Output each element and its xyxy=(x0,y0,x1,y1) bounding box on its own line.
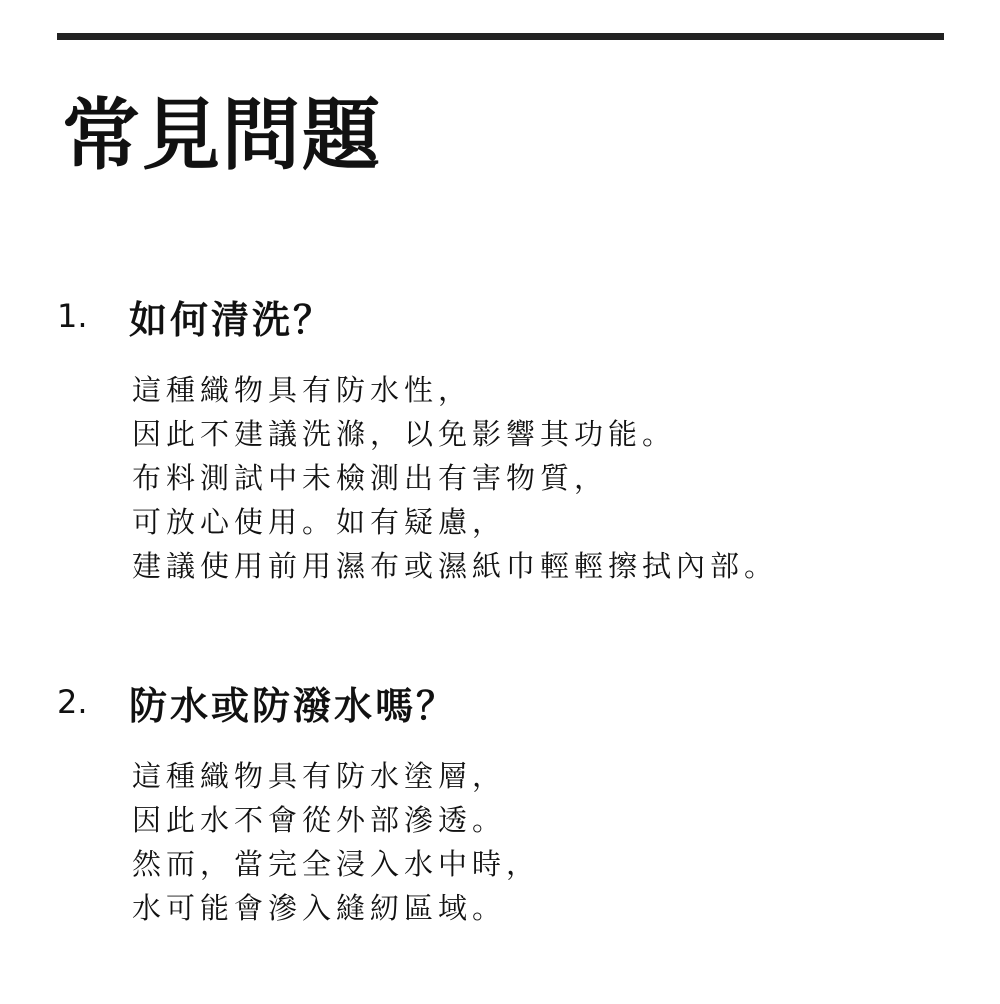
faq-item-1 xyxy=(57,290,957,588)
answer-line: 這種織物具有防水塗層， xyxy=(132,759,507,793)
page-title: 常見問題 xyxy=(62,91,383,181)
answer-line: 這種織物具有防水性， xyxy=(132,373,473,407)
faq-question-1 xyxy=(57,290,957,342)
faq-number: 2. xyxy=(57,683,88,721)
answer-line: 可放心使用。如有疑慮， xyxy=(132,505,507,539)
answer-line: 建議使用前用濕布或濕紙巾輕輕擦拭內部。 xyxy=(132,549,779,583)
answer-line: 因此水不會從外部滲透。 xyxy=(132,803,507,837)
faq-question-text: 防水或防潑水嗎？ xyxy=(129,683,458,728)
faq-question-2 xyxy=(57,676,957,728)
answer-line: 然而，當完全浸入水中時， xyxy=(132,847,541,881)
faq-answer-1 xyxy=(132,368,957,588)
answer-line: 布料測試中未檢測出有害物質， xyxy=(132,461,609,495)
top-divider xyxy=(57,33,944,40)
faq-item-2 xyxy=(57,676,957,930)
faq-answer-2 xyxy=(132,754,957,930)
answer-line: 水可能會滲入縫紉區域。 xyxy=(132,891,507,925)
answer-line: 因此不建議洗滌，以免影響其功能。 xyxy=(132,417,677,451)
faq-question-text: 如何清洗？ xyxy=(129,297,335,342)
faq-number: 1. xyxy=(57,297,88,335)
